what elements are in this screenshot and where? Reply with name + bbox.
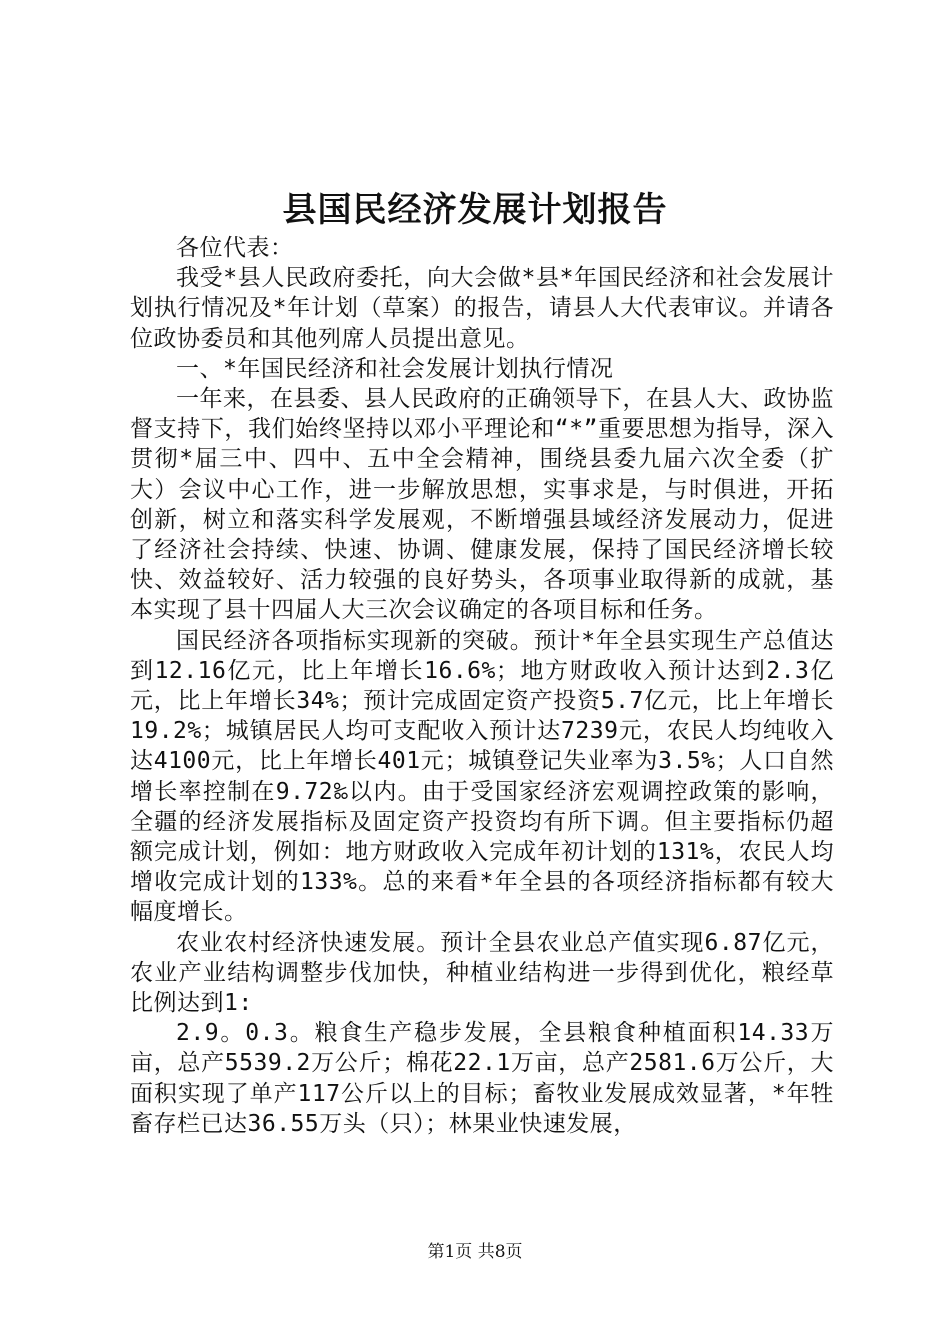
page-footer: 第1页 共8页 bbox=[427, 1242, 523, 1262]
paragraph-intro: 我受*县人民政府委托，向大会做*县*年国民经济和社会发展计划执行情况及*年计划（草案）的报告，请县人大代表审议。并请各位政协委员和其他列席人员提出意见。 bbox=[130, 265, 834, 352]
document-title: 县国民经济发展计划报告 bbox=[282, 190, 668, 230]
paragraph-indicators: 国民经济各项指标实现新的突破。预计*年全县实现生产总值达到12.16亿元，比上年增长16.6%；地方财政收入预计达到2.3亿元，比上年增长34%；预计完成固定资产投资5.7亿元，比上年增长19.2%；城镇居民人均可支配收入预计达7239元，农民人均纯收入达4100元，比上年增长401元；城镇登记失业率为3.5%；人口自然增长率控制在9.72‰以内。由于受国家经济宏观调控政策的影响，全疆的经济发展指标及固定资产投资均有所下调。但主要指标仍超额完成计划，例如：地方财政收入完成年初计划的131%，农民人均增收完成计划的133%。总的来看*年全县的各项经济指标都有较大幅度增长。 bbox=[130, 627, 834, 926]
paragraph-grain: 2.9。0.3。粮食生产稳步发展，全县粮食种植面积14.33万亩，总产5539.2万公斤；棉花22.1万亩，总产2581.6万公斤，大面积实现了单产117公斤以上的目标；畜牧业发展成效显著，*年牲畜存栏已达36.55万头（只）；林果业快速发展， bbox=[130, 1020, 834, 1137]
paragraph-overview: 一年来，在县委、县人民政府的正确领导下，在县人大、政协监督支持下，我们始终坚持以邓小平理论和“*”重要思想为指导，深入贯彻*届三中、四中、五中全会精神，围绕县委九届六次全委（扩大）会议中心工作，进一步解放思想，实事求是，与时俱进，开拓创新，树立和落实科学发展观，不断增强县域经济发展动力，促进了经济社会持续、快速、协调、健康发展，保持了国民经济增长较快、效益较好、活力较强的良好势头，各项事业取得新的成就，基本实现了县十四届人大三次会议确定的各项目标和任务。 bbox=[130, 386, 834, 624]
paragraph-agriculture: 农业农村经济快速发展。预计全县农业总产值实现6.87亿元，农业产业结构调整步伐加快，种植业结构进一步得到优化，粮经草比例达到1: bbox=[130, 929, 834, 1017]
paragraph-salutation: 各位代表： bbox=[176, 235, 294, 261]
document-body bbox=[130, 233, 834, 1139]
section-heading: 一、*年国民经济和社会发展计划执行情况 bbox=[176, 355, 614, 382]
